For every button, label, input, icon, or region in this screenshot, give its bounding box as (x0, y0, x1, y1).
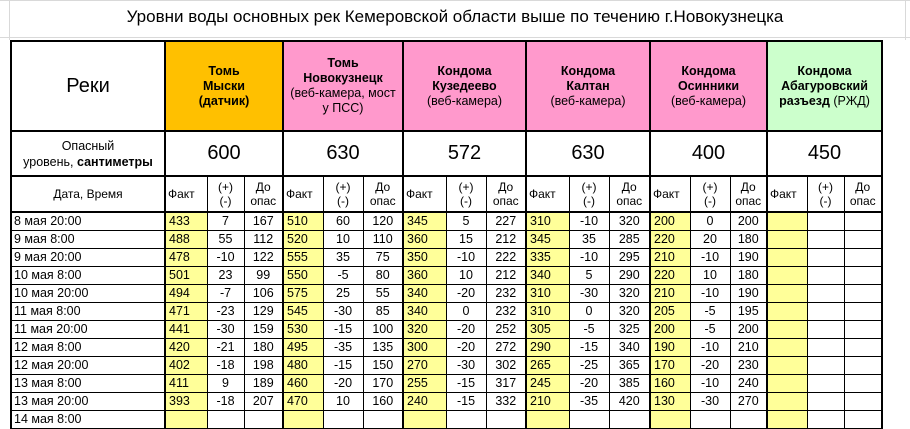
delta-cell: -5 (690, 321, 730, 339)
station-header-kondoma-kaltan: Кондома Калтан (веб-камера) (526, 41, 650, 131)
to-danger-cell: 232 (486, 303, 526, 321)
fact-cell (526, 411, 569, 429)
to-danger-cell: 190 (730, 285, 767, 303)
to-danger-cell: 210 (730, 339, 767, 357)
fact-cell (767, 285, 807, 303)
to-danger-cell: 240 (730, 375, 767, 393)
fact-cell (767, 212, 807, 231)
delta-cell: -15 (323, 357, 363, 375)
table-row (11, 339, 882, 357)
to-danger-cell: 110 (363, 231, 403, 249)
delta-cell: -7 (207, 285, 244, 303)
to-danger-cell: 180 (730, 231, 767, 249)
delta-cell: -10 (207, 249, 244, 267)
fact-cell: 530 (283, 321, 323, 339)
row-date: 10 мая 8:00 (11, 267, 165, 285)
fact-cell: 345 (403, 212, 446, 231)
to-danger-column-header: До опас (609, 176, 650, 212)
fact-column-header: Факт (526, 176, 569, 212)
delta-cell: -5 (323, 267, 363, 285)
fact-cell: 520 (283, 231, 323, 249)
danger-level-value: 630 (526, 131, 650, 176)
to-danger-cell: 290 (609, 267, 650, 285)
to-danger-cell: 150 (363, 357, 403, 375)
fact-column-header: Факт (767, 176, 807, 212)
fact-column-header: Факт (403, 176, 446, 212)
to-danger-cell: 112 (244, 231, 283, 249)
danger-level-value: 450 (767, 131, 882, 176)
to-danger-cell: 167 (244, 212, 283, 231)
page-title: Уровни воды основных рек Кемеровской области выше по течению г.Новокузнецка (126, 7, 784, 26)
fact-cell: 510 (283, 212, 323, 231)
delta-cell: -30 (323, 303, 363, 321)
to-danger-cell (844, 321, 882, 339)
delta-cell: -10 (690, 285, 730, 303)
to-danger-column-header: До опас (844, 176, 882, 212)
to-danger-cell: 207 (244, 393, 283, 411)
fact-cell: 170 (650, 357, 690, 375)
row-date: 10 мая 20:00 (11, 285, 165, 303)
delta-cell (807, 231, 844, 249)
to-danger-cell (844, 411, 882, 429)
danger-level-label: Опасный уровень, сантиметры (11, 131, 165, 176)
delta-cell: -10 (690, 375, 730, 393)
to-danger-cell: 106 (244, 285, 283, 303)
delta-cell: -30 (207, 321, 244, 339)
table-row (11, 285, 882, 303)
fact-cell: 200 (650, 321, 690, 339)
delta-cell: 0 (569, 303, 609, 321)
fact-cell: 335 (526, 249, 569, 267)
fact-cell: 470 (283, 393, 323, 411)
row-date: 13 мая 20:00 (11, 393, 165, 411)
delta-cell: 10 (323, 231, 363, 249)
fact-cell: 210 (650, 249, 690, 267)
delta-cell: -20 (446, 285, 486, 303)
fact-cell: 205 (650, 303, 690, 321)
fact-cell: 245 (526, 375, 569, 393)
to-danger-cell: 198 (244, 357, 283, 375)
table-row (11, 267, 882, 285)
fact-column-header: Факт (650, 176, 690, 212)
delta-cell (207, 411, 244, 429)
fact-cell: 265 (526, 357, 569, 375)
fact-cell (767, 267, 807, 285)
delta-cell (807, 411, 844, 429)
delta-column-header: (+) (-) (207, 176, 244, 212)
fact-cell: 501 (165, 267, 207, 285)
table-row (11, 212, 882, 231)
row-date: 11 мая 20:00 (11, 321, 165, 339)
fact-cell (767, 231, 807, 249)
to-danger-cell: 135 (363, 339, 403, 357)
fact-cell (767, 357, 807, 375)
fact-cell: 220 (650, 267, 690, 285)
fact-cell (767, 303, 807, 321)
to-danger-cell (609, 411, 650, 429)
delta-cell: -10 (446, 249, 486, 267)
to-danger-cell (844, 375, 882, 393)
to-danger-cell: 180 (730, 267, 767, 285)
to-danger-cell: 252 (486, 321, 526, 339)
delta-cell: 23 (207, 267, 244, 285)
fact-cell: 270 (403, 357, 446, 375)
to-danger-cell: 170 (363, 375, 403, 393)
delta-cell: -20 (690, 357, 730, 375)
station-header-kondoma-osinniki: Кондома Осинники (веб-камера) (650, 41, 767, 131)
delta-column-header: (+) (-) (807, 176, 844, 212)
delta-cell: -20 (569, 375, 609, 393)
fact-cell: 210 (526, 393, 569, 411)
delta-cell (807, 285, 844, 303)
delta-cell (807, 303, 844, 321)
to-danger-cell: 340 (609, 339, 650, 357)
delta-cell: 20 (690, 231, 730, 249)
to-danger-cell (244, 411, 283, 429)
station-header-tom-novokuznetsk: Томь Новокузнецк (веб-камера, мост у ПСС) (283, 41, 403, 131)
delta-cell: 25 (323, 285, 363, 303)
fact-cell: 190 (650, 339, 690, 357)
delta-cell: -10 (569, 249, 609, 267)
to-danger-cell (844, 393, 882, 411)
fact-cell: 310 (526, 285, 569, 303)
delta-cell: 10 (323, 393, 363, 411)
to-danger-cell: 272 (486, 339, 526, 357)
to-danger-cell: 385 (609, 375, 650, 393)
delta-cell: -5 (569, 321, 609, 339)
to-danger-cell (486, 411, 526, 429)
fact-cell: 200 (650, 212, 690, 231)
delta-cell: -25 (569, 357, 609, 375)
delta-cell: 5 (446, 212, 486, 231)
delta-column-header: (+) (-) (569, 176, 609, 212)
to-danger-cell (844, 212, 882, 231)
fact-cell: 340 (526, 267, 569, 285)
fact-cell (165, 411, 207, 429)
to-danger-cell (844, 231, 882, 249)
to-danger-cell: 85 (363, 303, 403, 321)
table-row (11, 411, 882, 429)
to-danger-cell: 227 (486, 212, 526, 231)
delta-cell (807, 393, 844, 411)
fact-cell: 240 (403, 393, 446, 411)
delta-cell: -35 (569, 393, 609, 411)
delta-cell: -23 (207, 303, 244, 321)
delta-cell: -18 (207, 393, 244, 411)
fact-cell: 360 (403, 267, 446, 285)
danger-level-value: 400 (650, 131, 767, 176)
delta-cell: -15 (569, 339, 609, 357)
fact-cell: 350 (403, 249, 446, 267)
to-danger-cell: 302 (486, 357, 526, 375)
to-danger-cell: 189 (244, 375, 283, 393)
to-danger-cell: 55 (363, 285, 403, 303)
fact-cell: 575 (283, 285, 323, 303)
fact-column-header: Факт (165, 176, 207, 212)
to-danger-cell (844, 249, 882, 267)
to-danger-cell: 159 (244, 321, 283, 339)
to-danger-cell: 320 (609, 303, 650, 321)
fact-cell: 471 (165, 303, 207, 321)
fact-cell: 320 (403, 321, 446, 339)
to-danger-cell (844, 267, 882, 285)
delta-cell (446, 411, 486, 429)
delta-cell: -5 (690, 303, 730, 321)
delta-cell: 10 (446, 267, 486, 285)
to-danger-cell: 120 (363, 212, 403, 231)
to-danger-cell (844, 285, 882, 303)
delta-cell: 35 (323, 249, 363, 267)
to-danger-column-header: До опас (244, 176, 283, 212)
to-danger-cell: 317 (486, 375, 526, 393)
fact-cell: 360 (403, 231, 446, 249)
delta-cell: -10 (690, 339, 730, 357)
fact-cell: 411 (165, 375, 207, 393)
fact-cell (767, 411, 807, 429)
station-header-kondoma-kuzedeevo: Кондома Кузедеево (веб-камера) (403, 41, 526, 131)
fact-cell: 255 (403, 375, 446, 393)
to-danger-cell: 80 (363, 267, 403, 285)
fact-cell (767, 393, 807, 411)
fact-cell: 441 (165, 321, 207, 339)
danger-level-value: 630 (283, 131, 403, 176)
delta-cell: 15 (446, 231, 486, 249)
delta-cell: 0 (690, 212, 730, 231)
delta-cell: -35 (323, 339, 363, 357)
fact-column-header: Факт (283, 176, 323, 212)
row-date: 9 мая 20:00 (11, 249, 165, 267)
delta-cell (807, 249, 844, 267)
delta-cell: -15 (446, 393, 486, 411)
rivers-header: Реки (11, 41, 165, 131)
to-danger-cell: 232 (486, 285, 526, 303)
fact-cell: 393 (165, 393, 207, 411)
fact-cell: 480 (283, 357, 323, 375)
table-row (11, 321, 882, 339)
to-danger-cell: 75 (363, 249, 403, 267)
delta-cell: -15 (323, 321, 363, 339)
row-date: 9 мая 8:00 (11, 231, 165, 249)
to-danger-cell: 320 (609, 285, 650, 303)
fact-cell (403, 411, 446, 429)
delta-cell (323, 411, 363, 429)
delta-cell: -10 (690, 249, 730, 267)
to-danger-cell: 160 (363, 393, 403, 411)
fact-cell: 290 (526, 339, 569, 357)
delta-column-header: (+) (-) (446, 176, 486, 212)
fact-cell: 420 (165, 339, 207, 357)
delta-cell (690, 411, 730, 429)
fact-cell: 340 (403, 303, 446, 321)
fact-cell: 345 (526, 231, 569, 249)
to-danger-column-header: До опас (363, 176, 403, 212)
to-danger-cell (730, 411, 767, 429)
delta-cell: 60 (323, 212, 363, 231)
to-danger-cell: 320 (609, 212, 650, 231)
danger-level-value: 600 (165, 131, 283, 176)
to-danger-cell (844, 357, 882, 375)
to-danger-cell: 270 (730, 393, 767, 411)
delta-cell: -20 (446, 321, 486, 339)
to-danger-cell (363, 411, 403, 429)
fact-cell: 478 (165, 249, 207, 267)
delta-cell: 0 (446, 303, 486, 321)
fact-cell: 310 (526, 212, 569, 231)
row-date: 13 мая 8:00 (11, 375, 165, 393)
delta-cell: -10 (569, 212, 609, 231)
to-danger-cell: 230 (730, 357, 767, 375)
delta-column-header: (+) (-) (323, 176, 363, 212)
fact-cell: 210 (650, 285, 690, 303)
row-date: 12 мая 8:00 (11, 339, 165, 357)
fact-cell: 160 (650, 375, 690, 393)
delta-cell (569, 411, 609, 429)
row-date: 11 мая 8:00 (11, 303, 165, 321)
to-danger-cell (844, 339, 882, 357)
to-danger-cell (844, 303, 882, 321)
fact-cell: 130 (650, 393, 690, 411)
fact-cell (767, 249, 807, 267)
table-row (11, 231, 882, 249)
to-danger-cell: 212 (486, 231, 526, 249)
fact-cell: 310 (526, 303, 569, 321)
fact-cell (767, 339, 807, 357)
delta-cell: 7 (207, 212, 244, 231)
to-danger-column-header: До опас (486, 176, 526, 212)
delta-cell: 9 (207, 375, 244, 393)
fact-cell: 460 (283, 375, 323, 393)
fact-cell (767, 321, 807, 339)
to-danger-cell: 122 (244, 249, 283, 267)
fact-cell: 402 (165, 357, 207, 375)
delta-cell (807, 357, 844, 375)
to-danger-cell: 295 (609, 249, 650, 267)
delta-cell: -20 (323, 375, 363, 393)
fact-cell (283, 411, 323, 429)
fact-cell: 494 (165, 285, 207, 303)
table-row (11, 357, 882, 375)
fact-cell: 220 (650, 231, 690, 249)
delta-cell: 10 (690, 267, 730, 285)
fact-cell: 550 (283, 267, 323, 285)
fact-cell: 555 (283, 249, 323, 267)
station-header-tom-myski: Томь Мыски (датчик) (165, 41, 283, 131)
fact-cell: 305 (526, 321, 569, 339)
delta-cell: -30 (569, 285, 609, 303)
delta-cell (807, 339, 844, 357)
to-danger-cell: 100 (363, 321, 403, 339)
to-danger-cell: 285 (609, 231, 650, 249)
delta-cell: -30 (690, 393, 730, 411)
to-danger-cell: 129 (244, 303, 283, 321)
to-danger-column-header: До опас (730, 176, 767, 212)
to-danger-cell: 420 (609, 393, 650, 411)
table-row (11, 249, 882, 267)
to-danger-cell: 332 (486, 393, 526, 411)
delta-cell: 35 (569, 231, 609, 249)
delta-cell: -30 (446, 357, 486, 375)
to-danger-cell: 212 (486, 267, 526, 285)
date-time-header: Дата, Время (11, 176, 165, 212)
delta-cell (807, 212, 844, 231)
row-date: 14 мая 8:00 (11, 411, 165, 429)
table-row (11, 375, 882, 393)
fact-cell: 300 (403, 339, 446, 357)
delta-cell: -18 (207, 357, 244, 375)
to-danger-cell: 195 (730, 303, 767, 321)
fact-cell: 340 (403, 285, 446, 303)
delta-cell (807, 375, 844, 393)
to-danger-cell: 200 (730, 212, 767, 231)
delta-cell: 5 (569, 267, 609, 285)
fact-cell: 433 (165, 212, 207, 231)
delta-cell: -20 (446, 339, 486, 357)
delta-cell (807, 267, 844, 285)
fact-cell (650, 411, 690, 429)
to-danger-cell: 99 (244, 267, 283, 285)
to-danger-cell: 180 (244, 339, 283, 357)
table-row (11, 393, 882, 411)
table-row (11, 303, 882, 321)
row-date: 8 мая 20:00 (11, 212, 165, 231)
fact-cell: 488 (165, 231, 207, 249)
to-danger-cell: 190 (730, 249, 767, 267)
fact-cell: 495 (283, 339, 323, 357)
row-date: 12 мая 20:00 (11, 357, 165, 375)
delta-column-header: (+) (-) (690, 176, 730, 212)
fact-cell (767, 375, 807, 393)
to-danger-cell: 200 (730, 321, 767, 339)
delta-cell: 55 (207, 231, 244, 249)
to-danger-cell: 365 (609, 357, 650, 375)
fact-cell: 545 (283, 303, 323, 321)
delta-cell: -21 (207, 339, 244, 357)
to-danger-cell: 325 (609, 321, 650, 339)
danger-level-value: 572 (403, 131, 526, 176)
delta-cell: -15 (446, 375, 486, 393)
to-danger-cell: 222 (486, 249, 526, 267)
delta-cell (807, 321, 844, 339)
water-level-table (10, 40, 883, 429)
station-header-kondoma-abagurovsky: Кондома Абагуровский разъезд (РЖД) (767, 41, 882, 131)
